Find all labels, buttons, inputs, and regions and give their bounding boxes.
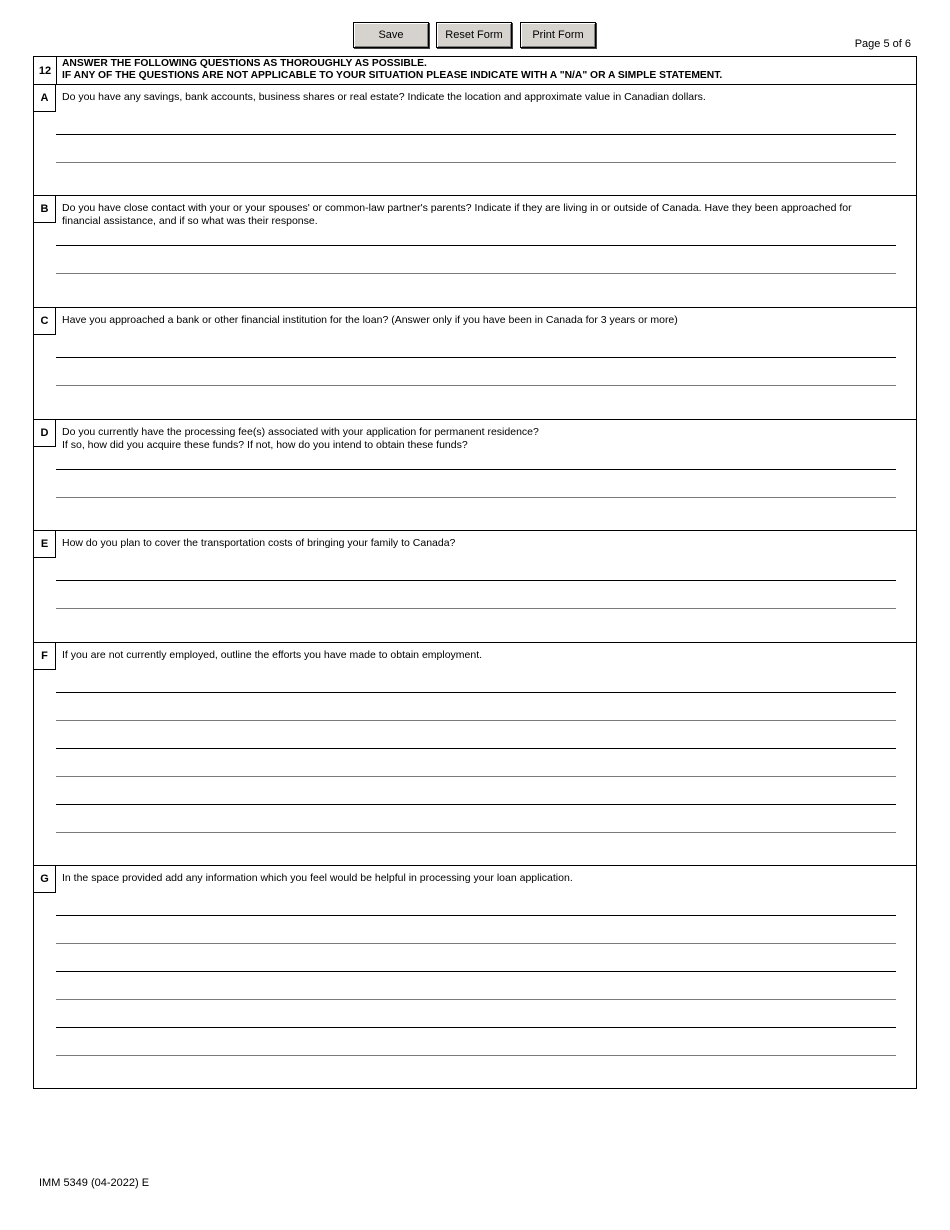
answer-line[interactable] [56, 748, 896, 749]
question-letter: G [34, 866, 56, 893]
answer-line[interactable] [56, 1027, 896, 1028]
answer-line[interactable] [56, 776, 896, 777]
answer-line[interactable] [56, 692, 896, 693]
answer-line[interactable] [56, 385, 896, 386]
question-text: In the space provided add any information which you feel would be helpful in processing your loan application. [62, 872, 573, 884]
answer-line[interactable] [56, 134, 896, 135]
question-letter: F [34, 643, 56, 670]
question-text: How do you plan to cover the transportation costs of bringing your family to Canada? [62, 537, 456, 549]
answer-line[interactable] [56, 943, 896, 944]
section-instructions [62, 58, 722, 82]
answer-line[interactable] [56, 915, 896, 916]
question-letter: A [34, 85, 56, 112]
question-d [34, 420, 916, 531]
answer-line[interactable] [56, 469, 896, 470]
question-letter: D [34, 420, 56, 447]
answer-line[interactable] [56, 273, 896, 274]
question-a [34, 85, 916, 196]
question-text-line-1: Do you currently have the processing fee(s) associated with your application for permanent residence? [62, 426, 539, 438]
question-b [34, 196, 916, 308]
answer-line[interactable] [56, 971, 896, 972]
answer-line[interactable] [56, 245, 896, 246]
answer-line[interactable] [56, 804, 896, 805]
reset-form-button[interactable]: Reset Form [436, 22, 512, 48]
page-number: Page 5 of 6 [854, 38, 911, 50]
answer-line[interactable] [56, 720, 896, 721]
form-code-footer: IMM 5349 (04-2022) E [39, 1177, 150, 1189]
question-text: Have you approached a bank or other financial institution for the loan? (Answer only if you have been in Canada for 3 years or more) [62, 314, 678, 326]
question-f [34, 643, 916, 866]
question-g [34, 866, 916, 1088]
question-letter: C [34, 308, 56, 335]
question-text: Do you have any savings, bank accounts, business shares or real estate? Indicate the location and approximate value in Canadian dollars. [62, 91, 706, 103]
question-text-line-2: If so, how did you acquire these funds? If not, how do you intend to obtain these funds? [62, 439, 468, 451]
question-c [34, 308, 916, 420]
question-e [34, 531, 916, 643]
question-text [62, 426, 886, 452]
question-letter: B [34, 196, 56, 223]
answer-line[interactable] [56, 580, 896, 581]
instruction-line-2: IF ANY OF THE QUESTIONS ARE NOT APPLICABLE TO YOUR SITUATION PLEASE INDICATE WITH A "N/A" OR A SIMPLE STATEMENT. [62, 70, 723, 81]
questions-form [33, 56, 917, 1089]
answer-line[interactable] [56, 999, 896, 1000]
question-letter: E [34, 531, 56, 558]
question-text: Do you have close contact with your or your spouses' or common-law partner's parents? Indicate if they are living in or outside of Canada. Have they been approached for financial assistance, and if so what was their response. [62, 202, 852, 227]
print-form-button[interactable]: Print Form [520, 22, 596, 48]
answer-line[interactable] [56, 357, 896, 358]
section-number: 12 [34, 57, 57, 84]
answer-line[interactable] [56, 497, 896, 498]
answer-line[interactable] [56, 608, 896, 609]
section-header [34, 57, 916, 85]
answer-line[interactable] [56, 832, 896, 833]
question-text: If you are not currently employed, outline the efforts you have made to obtain employment. [62, 649, 483, 661]
save-button[interactable]: Save [353, 22, 429, 48]
answer-line[interactable] [56, 162, 896, 163]
answer-line[interactable] [56, 1055, 896, 1056]
instruction-line-1: ANSWER THE FOLLOWING QUESTIONS AS THOROUGHLY AS POSSIBLE. [62, 58, 427, 69]
